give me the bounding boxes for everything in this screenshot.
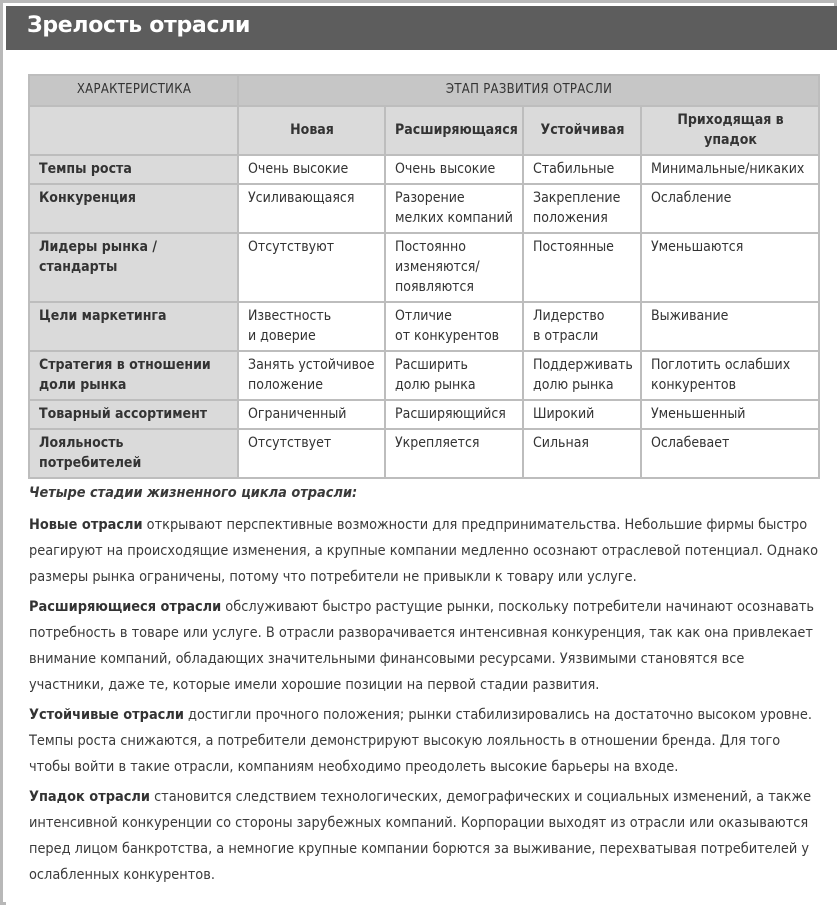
paragraph-term: Устойчивые отрасли: [29, 707, 184, 723]
paragraph: [29, 512, 819, 590]
row-label: Лояльность потребителей: [29, 429, 238, 478]
page-title: Зрелость отрасли: [27, 13, 251, 38]
table-cell: Занять устойчивое положение: [238, 351, 385, 400]
table-cell: Сильная: [523, 429, 641, 478]
table-cell: Постоянно изменяются/ появляются: [385, 233, 523, 302]
paragraph: [29, 702, 819, 780]
paragraph-term: Упадок отрасли: [29, 789, 150, 805]
paragraph-text: открывают перспективные возможности для предпринимательства. Небольшие фирмы быстро реагируют на происходящие изменения, а крупные компании медленно осознают отраслевой потенциал. Однако размеры рынка ограничены, потому что потребители не привыкли к товару или услуге.: [29, 517, 819, 585]
table-cell: Расширить долю рынка: [385, 351, 523, 400]
table-cell: Постоянные: [523, 233, 641, 302]
paragraph-text: обслуживают быстро растущие рынки, поскольку потребители начинают осознавать потребность в товаре или услуге. В отрасли разворачивается интенсивная конкуренция, так как она привлекает внимание компаний, обладающих значительными финансовыми ресурсами. Уязвимыми становятся все участники, даже те, которые имели хорошие позиции на первой стадии развития.: [29, 599, 815, 693]
table-cell: Укрепляется: [385, 429, 523, 478]
table-row: [29, 351, 819, 400]
title-bar: [6, 6, 837, 50]
table-cell: Ослабление: [641, 184, 819, 233]
table-cell: Выживание: [641, 302, 819, 351]
paragraph-text: достигли прочного положения; рынки стабилизировались на достаточно высоком уровне. Темпы роста снижаются, а потребители демонстрируют высокую лояльность в отношении бренда. Для того чтобы войти в такие отрасли, компаниям необходимо преодолеть высокие барьеры на входе.: [29, 707, 812, 775]
row-label: Конкуренция: [29, 184, 238, 233]
table-cell: Разорение мелких компаний: [385, 184, 523, 233]
header-characteristic: ХАРАКТЕРИСТИКА: [29, 75, 238, 106]
table-cell: Уменьшенный: [641, 400, 819, 429]
description-text: [29, 480, 819, 892]
table-cell: Отсутствуют: [238, 233, 385, 302]
table-row: [29, 302, 819, 351]
row-label: Темпы роста: [29, 155, 238, 184]
stage-header: Устойчивая: [523, 106, 641, 155]
header-stage: ЭТАП РАЗВИТИЯ ОТРАСЛИ: [238, 75, 819, 106]
stage-header: Приходящая в упадок: [641, 106, 819, 155]
table-cell: Поглотить ослабших конкурентов: [641, 351, 819, 400]
table-cell: Ослабевает: [641, 429, 819, 478]
table-cell: Отличие от конкурентов: [385, 302, 523, 351]
table-cell: Расширяющийся: [385, 400, 523, 429]
paragraph: [29, 594, 819, 698]
industry-maturity-table: [28, 74, 820, 479]
table-cell: Минимальные/никаких: [641, 155, 819, 184]
table-cell: Отсутствует: [238, 429, 385, 478]
row-label: Лидеры рынка / стандарты: [29, 233, 238, 302]
table-row: [29, 233, 819, 302]
header-empty-cell: [29, 106, 238, 155]
table-row: [29, 184, 819, 233]
table-cell: Очень высокие: [238, 155, 385, 184]
table-cell: Усиливающаяся: [238, 184, 385, 233]
section-caption: Четыре стадии жизненного цикла отрасли:: [29, 485, 358, 501]
table-cell: Очень высокие: [385, 155, 523, 184]
table-cell: Лидерство в отрасли: [523, 302, 641, 351]
paragraph-term: Расширяющиеся отрасли: [29, 599, 222, 615]
stage-header: Новая: [238, 106, 385, 155]
table-row: [29, 155, 819, 184]
paragraph: [29, 784, 819, 888]
row-label: Цели маркетинга: [29, 302, 238, 351]
table-cell: Широкий: [523, 400, 641, 429]
table-cell: Закрепление положения: [523, 184, 641, 233]
content-panel: [6, 50, 837, 905]
table-cell: Стабильные: [523, 155, 641, 184]
table-cell: Поддерживать долю рынка: [523, 351, 641, 400]
row-label: Товарный ассортимент: [29, 400, 238, 429]
table-cell: Известность и доверие: [238, 302, 385, 351]
row-label: Стратегия в отношении доли рынка: [29, 351, 238, 400]
stage-header: Расширяющаяся: [385, 106, 523, 155]
table-cell: Ограниченный: [238, 400, 385, 429]
paragraph-text: становится следствием технологических, демографических и социальных изменений, а также интенсивной конкуренции со стороны зарубежных компаний. Корпорации выходят из отрасли или оказываются перед лицом банкротства, а немногие крупные компании борются за выживание, перехватывая потребителей у ослабленных конкурентов.: [29, 789, 812, 883]
paragraph-term: Новые отрасли: [29, 517, 143, 533]
table-row: [29, 400, 819, 429]
table-row: [29, 429, 819, 478]
table-cell: Уменьшаются: [641, 233, 819, 302]
